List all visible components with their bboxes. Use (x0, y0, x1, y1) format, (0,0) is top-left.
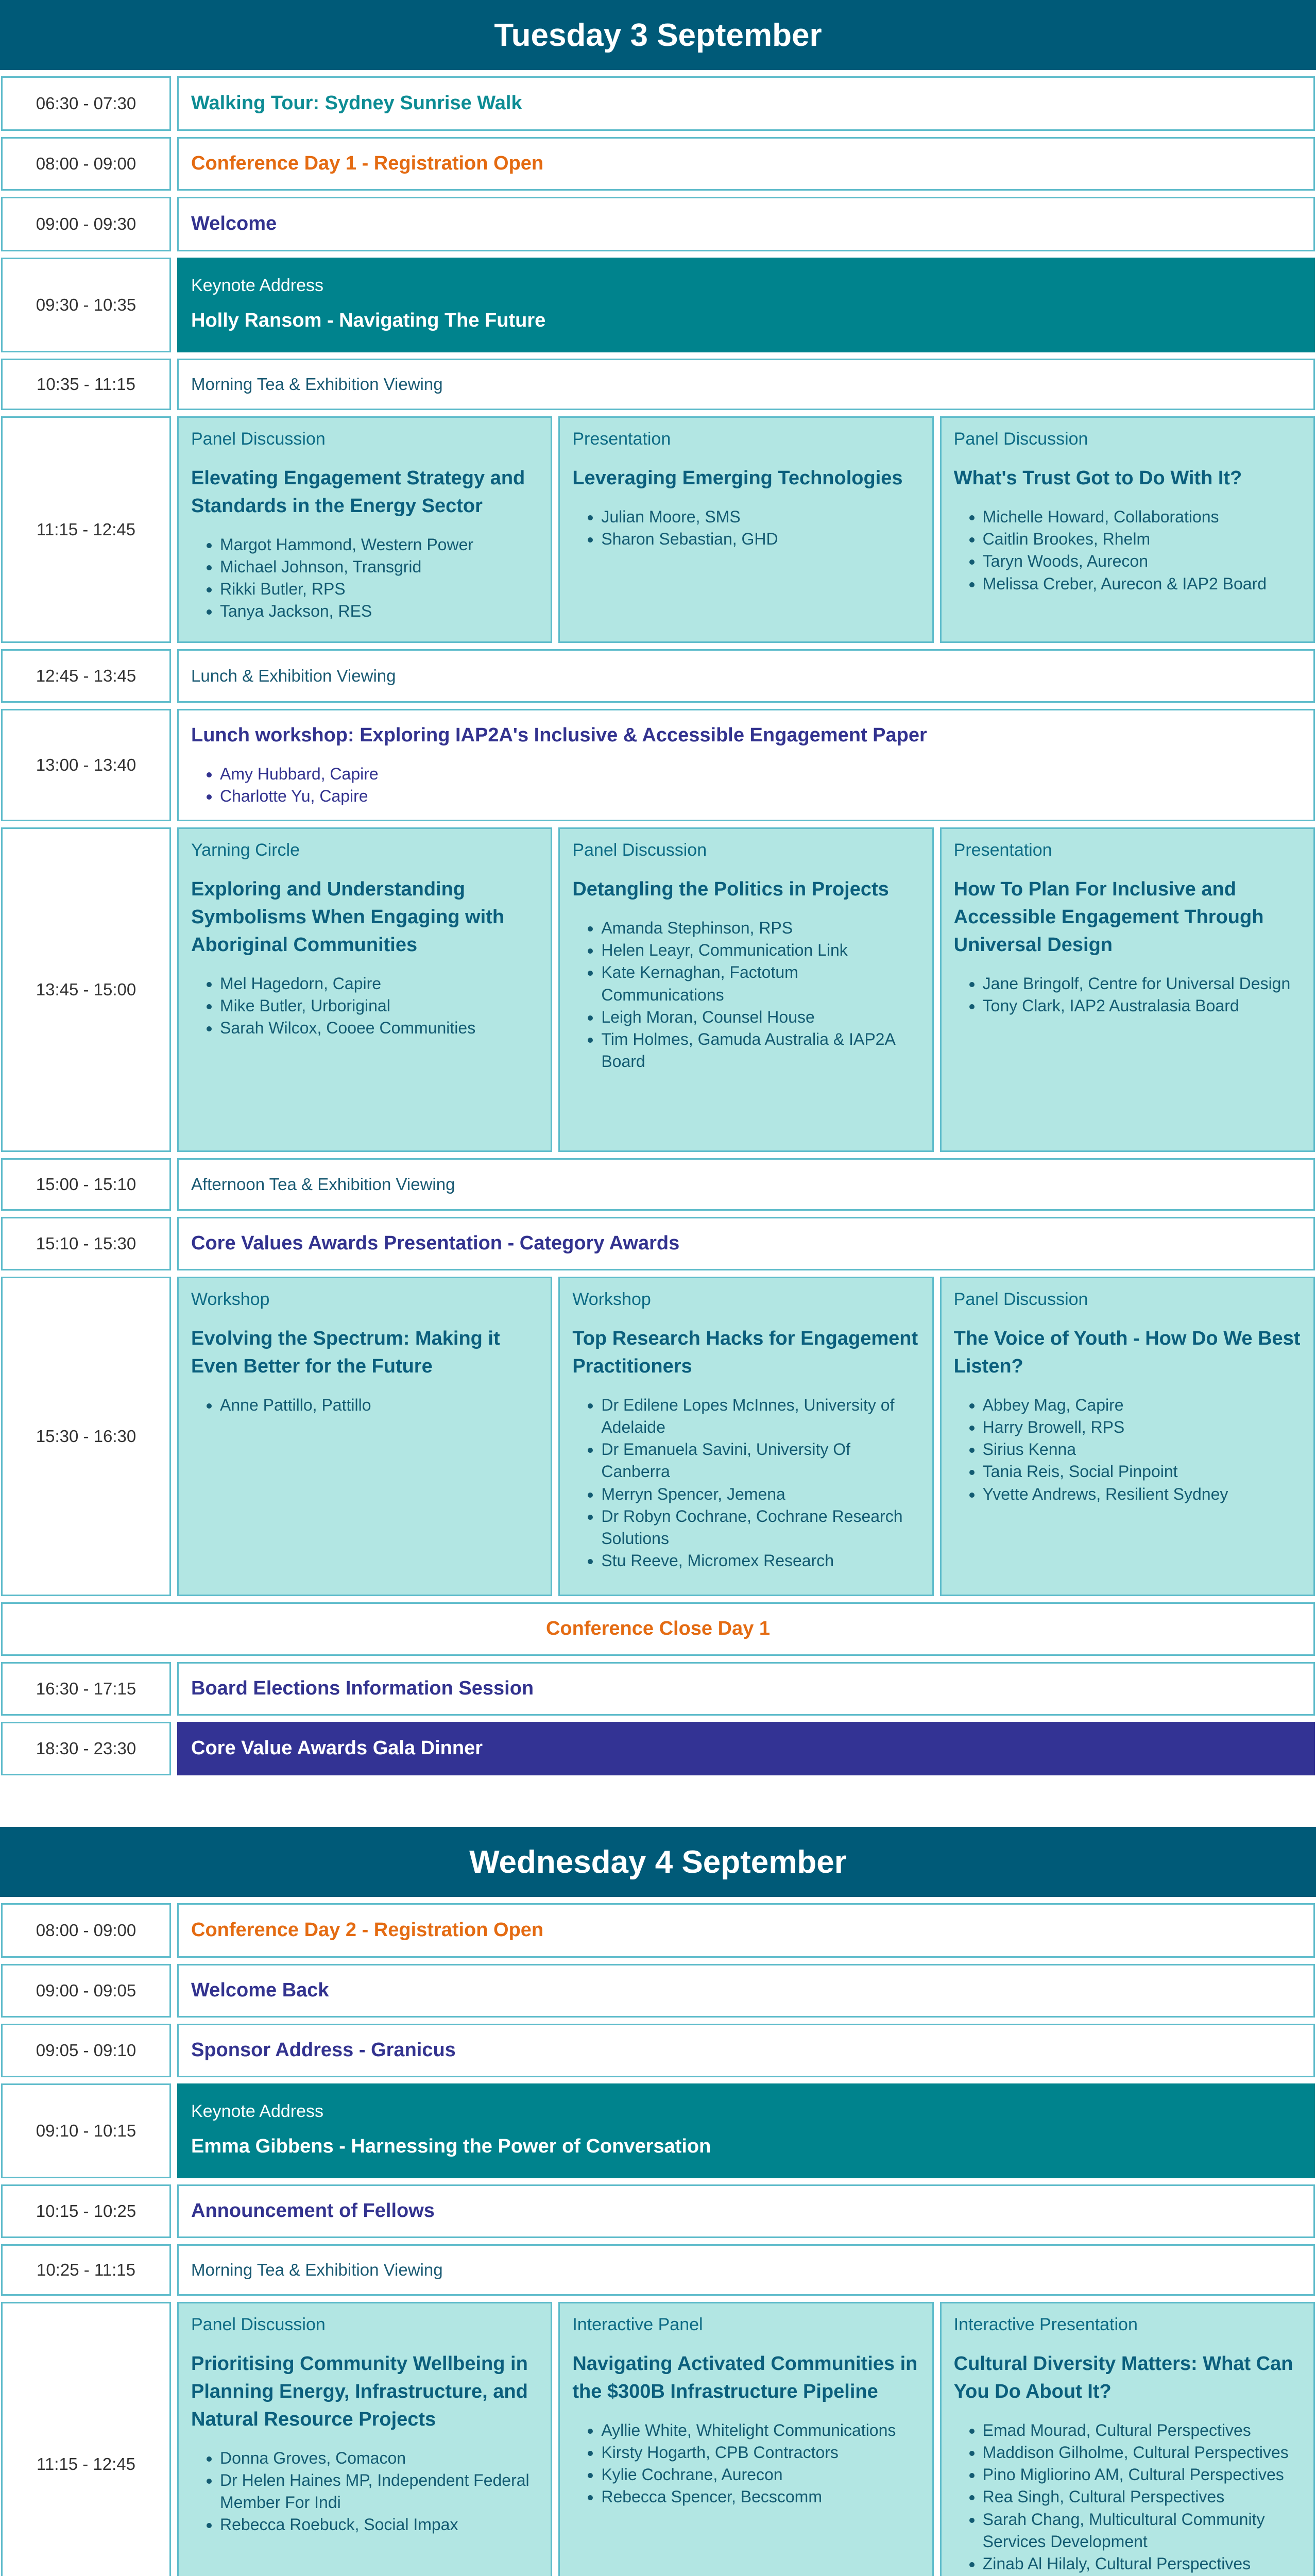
session-title: What's Trust Got to Do With It? (953, 467, 1242, 489)
speaker-list (954, 506, 1301, 595)
session-title: Morning Tea & Exhibition Viewing (191, 2260, 443, 2279)
session-title: Welcome Back (191, 1979, 329, 2002)
slot-content (177, 2184, 1315, 2238)
schedule-row (0, 1903, 1316, 1958)
speaker-item: • Zinab Al Hilaly, Cultural Perspectives (983, 2553, 1301, 2575)
time-slot: 09:10 - 10:15 (1, 2083, 171, 2178)
speaker-item: • Julian Moore, SMS (601, 506, 919, 528)
time-slot: 10:15 - 10:25 (1, 2184, 171, 2238)
slot-content (177, 827, 1315, 1152)
session-card (177, 416, 552, 643)
time-slot: 09:00 - 09:05 (1, 1964, 171, 2018)
speaker-item: • Dr Emanuela Savini, University Of Canberra (601, 1438, 919, 1483)
session-title: Lunch workshop: Exploring IAP2A's Inclusive & Accessible Engagement Paper (191, 724, 927, 746)
speaker-item: • Caitlin Brookes, Rhelm (983, 528, 1301, 550)
session-card (177, 1277, 552, 1596)
session-type: Panel Discussion (953, 1290, 1088, 1309)
slot-content (177, 1217, 1315, 1270)
session-title: Prioritising Community Wellbeing in Planning Energy, Infrastructure, and Natural Resource Projects (191, 2353, 528, 2430)
schedule-row (0, 2302, 1316, 2576)
session-title: Detangling the Politics in Projects (572, 878, 889, 900)
session-block (177, 1217, 1315, 1270)
schedule-row (0, 1964, 1316, 2018)
slot-content (177, 1722, 1315, 1775)
schedule-row (0, 2184, 1316, 2238)
keynote-block (177, 2083, 1315, 2178)
session-title: Afternoon Tea & Exhibition Viewing (191, 1174, 455, 1194)
schedule-row (0, 197, 1316, 251)
speaker-list (954, 973, 1301, 1017)
speaker-item: • Rikki Butler, RPS (220, 578, 538, 600)
session-block (177, 1903, 1315, 1958)
time-slot: 15:30 - 16:30 (1, 1277, 171, 1596)
speaker-item: • Jane Bringolf, Centre for Universal Design (983, 973, 1301, 995)
session-card (177, 2302, 552, 2576)
session-card (177, 827, 552, 1152)
session-title: Leveraging Emerging Technologies (572, 467, 903, 489)
speaker-item: • Harry Browell, RPS (983, 1416, 1301, 1438)
session-title: The Voice of Youth - How Do We Best Listen? (953, 1328, 1301, 1377)
schedule-row (0, 1217, 1316, 1270)
speaker-item: • Sirius Kenna (983, 1438, 1301, 1461)
day-spacer (0, 1775, 1316, 1827)
speaker-item: • Tanya Jackson, RES (220, 600, 538, 622)
session-title: Exploring and Understanding Symbolisms When Engaging with Aboriginal Communities (191, 878, 505, 956)
time-slot: 08:00 - 09:00 (1, 137, 171, 191)
schedule-row (0, 359, 1316, 410)
speaker-list (191, 763, 1301, 807)
time-slot: 11:15 - 12:45 (1, 416, 171, 643)
slot-content (177, 1158, 1315, 1211)
speaker-list (191, 973, 538, 1040)
time-slot: 09:30 - 10:35 (1, 258, 171, 352)
time-slot: 06:30 - 07:30 (1, 76, 171, 131)
session-block (177, 2024, 1315, 2077)
closing-banner (1, 1602, 1315, 1656)
speaker-list (572, 2419, 919, 2509)
slot-content (177, 359, 1315, 410)
session-block (177, 649, 1315, 703)
session-type: Keynote Address (191, 2101, 324, 2121)
speaker-list (191, 534, 538, 623)
time-slot: 11:15 - 12:45 (1, 2302, 171, 2576)
time-slot: 10:35 - 11:15 (1, 359, 171, 410)
session-title: Evolving the Spectrum: Making it Even Better for the Future (191, 1328, 500, 1377)
schedule-row (0, 827, 1316, 1152)
session-block (177, 1662, 1315, 1716)
speaker-item: • Abbey Mag, Capire (983, 1394, 1301, 1416)
session-title: Sponsor Address - Granicus (191, 2039, 456, 2061)
session-block (177, 76, 1315, 131)
session-block (177, 1158, 1315, 1211)
schedule-row (0, 416, 1316, 643)
session-type: Presentation (572, 429, 671, 449)
schedule-row (0, 1158, 1316, 1211)
time-slot: 09:05 - 09:10 (1, 2024, 171, 2077)
session-block (177, 137, 1315, 191)
schedule-row (0, 76, 1316, 131)
day-section (0, 1827, 1316, 2576)
time-slot: 08:00 - 09:00 (1, 1903, 171, 1958)
schedule-row (0, 1602, 1316, 1656)
session-title: Conference Day 2 - Registration Open (191, 1919, 544, 1941)
time-slot: 09:00 - 09:30 (1, 197, 171, 251)
speaker-list (572, 1394, 919, 1572)
speaker-item: • Helen Leayr, Communication Link (601, 939, 919, 961)
keynote-title: Emma Gibbens - Harnessing the Power of Conversation (191, 2135, 711, 2157)
session-title: Morning Tea & Exhibition Viewing (191, 374, 443, 394)
speaker-item: • Donna Groves, Comacon (220, 2447, 538, 2469)
session-title: Lunch & Exhibition Viewing (191, 666, 396, 685)
slot-content (177, 1277, 1315, 1596)
speaker-item: • Kate Kernaghan, Factotum Communications (601, 961, 919, 1006)
speaker-list (572, 917, 919, 1073)
speaker-item: • Leigh Moran, Counsel House (601, 1006, 919, 1028)
session-block (177, 2244, 1315, 2296)
session-type: Panel Discussion (572, 840, 707, 860)
slot-content (177, 1964, 1315, 2018)
time-slot: 13:00 - 13:40 (1, 709, 171, 821)
slot-content (177, 709, 1315, 821)
speaker-item: • Dr Robyn Cochrane, Cochrane Research Solutions (601, 1505, 919, 1550)
session-card (558, 2302, 933, 2576)
session-title: Navigating Activated Communities in the $300B Infrastructure Pipeline (572, 2353, 918, 2402)
session-type: Presentation (953, 840, 1052, 860)
schedule-row (0, 709, 1316, 821)
session-type: Panel Discussion (191, 429, 326, 449)
keynote-title: Holly Ransom - Navigating The Future (191, 309, 546, 331)
slot-content (177, 416, 1315, 643)
slot-content (177, 1903, 1315, 1958)
schedule-row (0, 2024, 1316, 2077)
speaker-item: • Amy Hubbard, Capire (220, 763, 1301, 785)
speaker-list (954, 2419, 1301, 2575)
slot-content (177, 1662, 1315, 1716)
schedule-row (0, 1722, 1316, 1775)
speaker-item: • Taryn Woods, Aurecon (983, 550, 1301, 572)
speaker-item: • Mel Hagedorn, Capire (220, 973, 538, 995)
slot-content (177, 2244, 1315, 2296)
lunch-workshop-block (177, 709, 1315, 821)
speaker-item: • Michelle Howard, Collaborations (983, 506, 1301, 528)
speaker-item: • Sarah Wilcox, Cooee Communities (220, 1017, 538, 1039)
schedule-row (0, 137, 1316, 191)
time-slot: 12:45 - 13:45 (1, 649, 171, 703)
session-card (940, 827, 1315, 1152)
speaker-item: • Rea Singh, Cultural Perspectives (983, 2486, 1301, 2508)
slot-content (177, 197, 1315, 251)
speaker-item: • Merryn Spencer, Jemena (601, 1483, 919, 1505)
time-slot: 15:00 - 15:10 (1, 1158, 171, 1211)
speaker-item: • Ayllie White, Whitelight Communications (601, 2419, 919, 2442)
speaker-item: • Dr Edilene Lopes McInnes, University of Adelaide (601, 1394, 919, 1438)
session-card (558, 1277, 933, 1596)
speaker-item: • Kylie Cochrane, Aurecon (601, 2464, 919, 2486)
session-title: Announcement of Fellows (191, 2200, 435, 2222)
speaker-item: • Sharon Sebastian, GHD (601, 528, 919, 550)
slot-content (177, 137, 1315, 191)
schedule-row (0, 1277, 1316, 1596)
day-header: Wednesday 4 September (0, 1827, 1316, 1897)
session-type: Yarning Circle (191, 840, 300, 860)
session-type: Interactive Presentation (953, 2315, 1138, 2334)
session-type: Keynote Address (191, 275, 324, 295)
speaker-item: • Margot Hammond, Western Power (220, 534, 538, 556)
session-title: Welcome (191, 213, 277, 235)
speaker-item: • Michael Johnson, Transgrid (220, 556, 538, 578)
session-title: Cultural Diversity Matters: What Can You Do About It? (953, 2353, 1293, 2402)
session-title: Conference Day 1 - Registration Open (191, 152, 544, 175)
schedule-row (0, 1662, 1316, 1716)
schedule-row (0, 2083, 1316, 2178)
keynote-block (177, 258, 1315, 352)
session-title: How To Plan For Inclusive and Accessible Engagement Through Universal Design (953, 878, 1264, 956)
speaker-item: • Amanda Stephinson, RPS (601, 917, 919, 939)
session-card (940, 416, 1315, 643)
speaker-list (572, 506, 919, 550)
slot-content (177, 2083, 1315, 2178)
speaker-item: • Pino Migliorino AM, Cultural Perspectives (983, 2464, 1301, 2486)
slot-content (177, 2302, 1315, 2576)
speaker-item: • Sarah Chang, Multicultural Community Services Development (983, 2509, 1301, 2553)
slot-content (177, 76, 1315, 131)
session-block (177, 1964, 1315, 2018)
speaker-item: • Dr Helen Haines MP, Independent Federal Member For Indi (220, 2469, 538, 2514)
session-title: Walking Tour: Sydney Sunrise Walk (191, 92, 522, 114)
speaker-item: • Tania Reis, Social Pinpoint (983, 1461, 1301, 1483)
schedule-row (0, 649, 1316, 703)
speaker-item: • Melissa Creber, Aurecon & IAP2 Board (983, 573, 1301, 595)
session-block (177, 197, 1315, 251)
speaker-item: • Maddison Gilholme, Cultural Perspectives (983, 2442, 1301, 2464)
speaker-item: • Rebecca Spencer, Becscomm (601, 2486, 919, 2508)
schedule-row (0, 258, 1316, 352)
speaker-item: • Rebecca Roebuck, Social Impax (220, 2514, 538, 2536)
session-card (940, 1277, 1315, 1596)
slot-content (177, 258, 1315, 352)
time-slot: 13:45 - 15:00 (1, 827, 171, 1152)
speaker-item: • Yvette Andrews, Resilient Sydney (983, 1483, 1301, 1505)
gala-dinner-block (177, 1722, 1315, 1775)
time-slot: 15:10 - 15:30 (1, 1217, 171, 1270)
session-title: Board Elections Information Session (191, 1677, 534, 1700)
time-slot: 18:30 - 23:30 (1, 1722, 171, 1775)
closing-title: Conference Close Day 1 (545, 1618, 771, 1640)
speaker-item: • Charlotte Yu, Capire (220, 785, 1301, 807)
slot-content (177, 649, 1315, 703)
speaker-list (954, 1394, 1301, 1505)
session-type: Interactive Panel (572, 2315, 703, 2334)
speaker-item: • Tony Clark, IAP2 Australasia Board (983, 995, 1301, 1017)
speaker-item: • Tim Holmes, Gamuda Australia & IAP2A Board (601, 1028, 919, 1073)
speaker-list (191, 1394, 538, 1416)
session-type: Panel Discussion (953, 429, 1088, 449)
session-card (558, 416, 933, 643)
session-card (940, 2302, 1315, 2576)
speaker-list (191, 2447, 538, 2536)
session-title: Top Research Hacks for Engagement Practitioners (572, 1328, 918, 1377)
session-type: Workshop (191, 1290, 270, 1309)
session-card (558, 827, 933, 1152)
day-header: Tuesday 3 September (0, 0, 1316, 70)
schedule-row (0, 2244, 1316, 2296)
session-block (177, 2184, 1315, 2238)
session-type: Workshop (572, 1290, 651, 1309)
slot-content (177, 2024, 1315, 2077)
session-type: Panel Discussion (191, 2315, 326, 2334)
time-slot: 10:25 - 11:15 (1, 2244, 171, 2296)
speaker-item: • Emad Mourad, Cultural Perspectives (983, 2419, 1301, 2442)
time-slot: 16:30 - 17:15 (1, 1662, 171, 1716)
session-block (177, 359, 1315, 410)
speaker-item: • Anne Pattillo, Pattillo (220, 1394, 538, 1416)
speaker-item: • Stu Reeve, Micromex Research (601, 1550, 919, 1572)
session-title: Core Value Awards Gala Dinner (191, 1737, 483, 1759)
speaker-item: • Mike Butler, Urboriginal (220, 995, 538, 1017)
session-title: Core Values Awards Presentation - Category Awards (191, 1232, 680, 1255)
session-title: Elevating Engagement Strategy and Standards in the Energy Sector (191, 467, 525, 517)
speaker-item: • Kirsty Hogarth, CPB Contractors (601, 2442, 919, 2464)
